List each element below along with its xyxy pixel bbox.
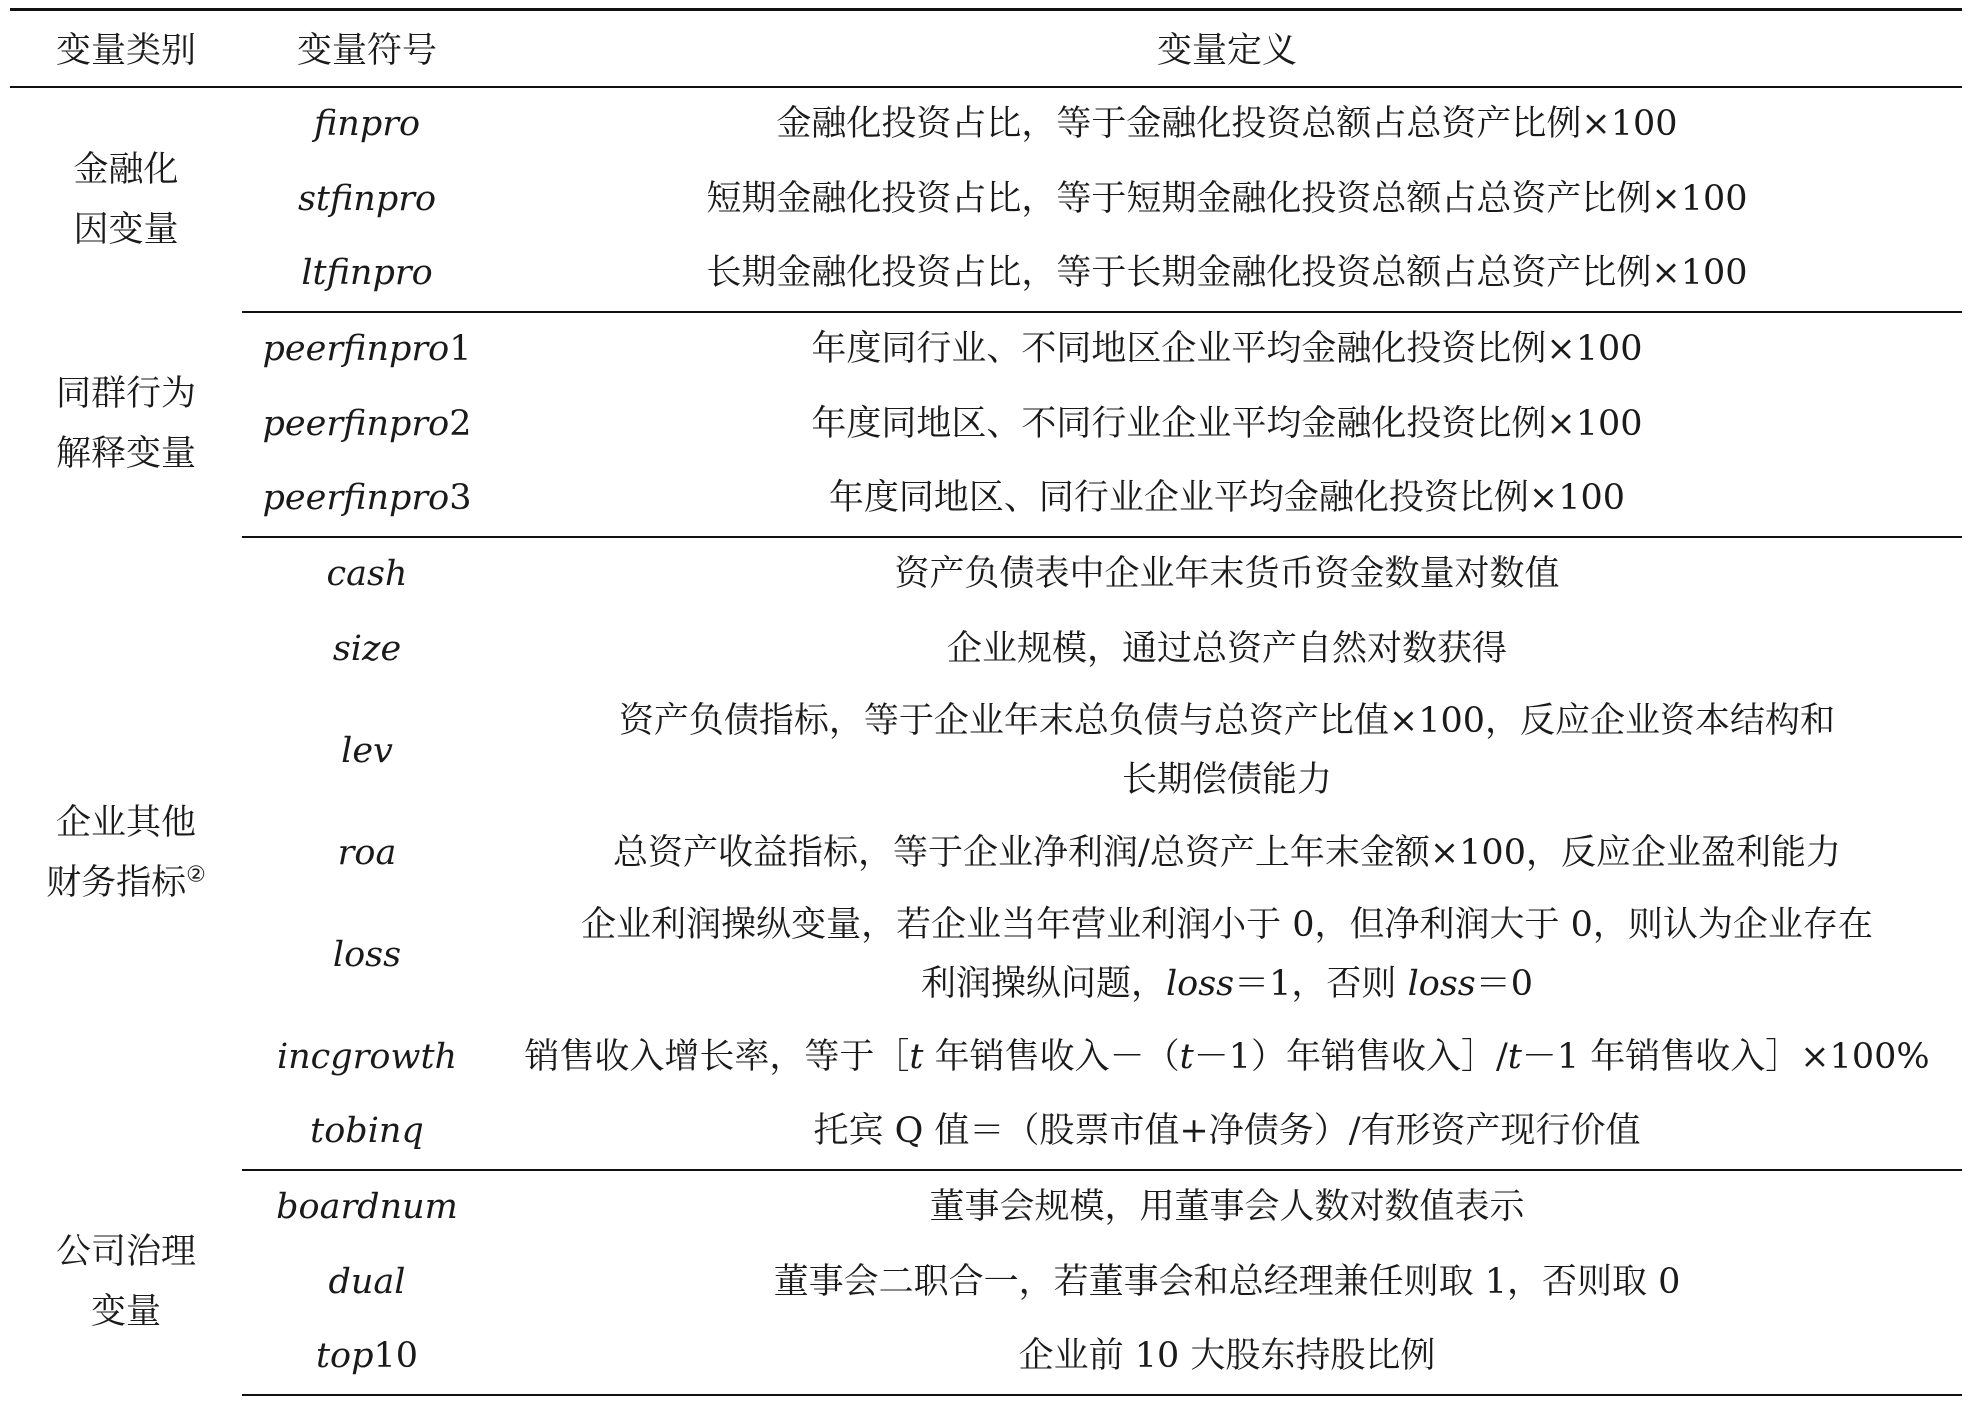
symbol-cell: finpro <box>313 104 421 144</box>
definition-cell: 企业规模，通过总资产自然对数获得 <box>946 628 1507 669</box>
definition-cell: 年度同地区、同行业企业平均金融化投资比例×100 <box>492 462 1962 537</box>
definition-cell: 资产负债指标，等于企业年末总负债与总资产比值×100，反应企业资本结构和 长期偿债能力 <box>618 701 1836 800</box>
category-cell: 公司治理 变量 <box>55 1232 196 1332</box>
table-row <box>10 237 1962 312</box>
header-symbol: 变量符号 <box>242 10 492 87</box>
symbol-cell: peerfinpro2 <box>262 403 472 444</box>
table-row <box>10 312 1962 387</box>
table-row <box>10 1170 1962 1245</box>
footnote-marker: ② <box>186 862 206 888</box>
definition-cell: 企业前 10 大股东持股比例 <box>492 1320 1962 1395</box>
symbol-cell: peerfinpro3 <box>242 462 492 537</box>
symbol-cell: roa <box>337 832 397 873</box>
table-row <box>10 537 1962 612</box>
definition-cell: 长期金融化投资占比，等于长期金融化投资总额占总资产比例×100 <box>492 237 1962 312</box>
table-row <box>10 87 1962 162</box>
header-definition: 变量定义 <box>492 10 1962 87</box>
category-cell: 企业其他 财务指标② <box>46 803 206 903</box>
definition-cell: 年度同地区、不同行业企业平均金融化投资比例×100 <box>811 403 1643 444</box>
table-row <box>10 816 1962 891</box>
table-row <box>10 612 1962 687</box>
table-row <box>10 1245 1962 1320</box>
symbol-cell: incgrowth <box>276 1036 458 1077</box>
definition-cell: 总资产收益指标，等于企业净利润/总资产上年末金额×100，反应企业盈利能力 <box>613 832 1841 873</box>
category-cell: 金融化 因变量 <box>73 149 179 250</box>
symbol-cell: stfinpro <box>297 178 437 219</box>
definition-cell: 资产负债表中企业年末货币资金数量对数值 <box>894 554 1560 594</box>
definition-cell: 短期金融化投资占比，等于短期金融化投资总额占总资产比例×100 <box>706 178 1748 219</box>
symbol-cell: lev <box>341 730 393 771</box>
definition-cell: 年度同行业、不同地区企业平均金融化投资比例×100 <box>811 329 1643 369</box>
definition-cell: 金融化投资占比，等于金融化投资总额占总资产比例×100 <box>776 104 1678 144</box>
symbol-cell: tobinq <box>242 1095 492 1170</box>
table-row <box>10 891 1962 1020</box>
symbol-cell: boardnum <box>276 1187 458 1227</box>
header-category: 变量类别 <box>10 10 242 87</box>
symbol-cell: size <box>332 628 402 669</box>
definition-cell: 企业利润操纵变量，若企业当年营业利润小于 0，但净利润大于 0，则认为企业存在 利润操纵问题，loss＝1，否则 loss＝0 <box>581 905 1873 1004</box>
symbol-cell: dual <box>328 1261 406 1302</box>
table-row <box>10 1020 1962 1095</box>
table-row <box>10 462 1962 537</box>
definition-cell: 销售收入增长率，等于［t 年销售收入－（t－1）年销售收入］/t－1 年销售收入］×100% <box>524 1036 1930 1077</box>
definition-cell: 董事会规模，用董事会人数对数值表示 <box>929 1187 1525 1227</box>
table-row <box>10 387 1962 462</box>
definition-cell: 托宾 Q 值＝（股票市值+净债务）/有形资产现行价值 <box>492 1095 1962 1170</box>
variable-definition-table <box>10 8 1962 1396</box>
symbol-cell: ltfinpro <box>242 237 492 312</box>
symbol-cell: top10 <box>242 1320 492 1395</box>
symbol-cell: peerfinpro1 <box>262 329 472 369</box>
symbol-cell: loss <box>332 934 402 975</box>
table-row <box>10 1095 1962 1170</box>
definition-cell: 董事会二职合一，若董事会和总经理兼任则取 1，否则取 0 <box>773 1261 1681 1302</box>
table-row <box>10 162 1962 237</box>
table-row <box>10 1320 1962 1395</box>
category-cell: 同群行为 解释变量 <box>55 374 196 474</box>
table-row <box>10 687 1962 816</box>
table <box>10 8 1962 1396</box>
symbol-cell: cash <box>326 554 408 594</box>
header-row <box>10 10 1962 87</box>
